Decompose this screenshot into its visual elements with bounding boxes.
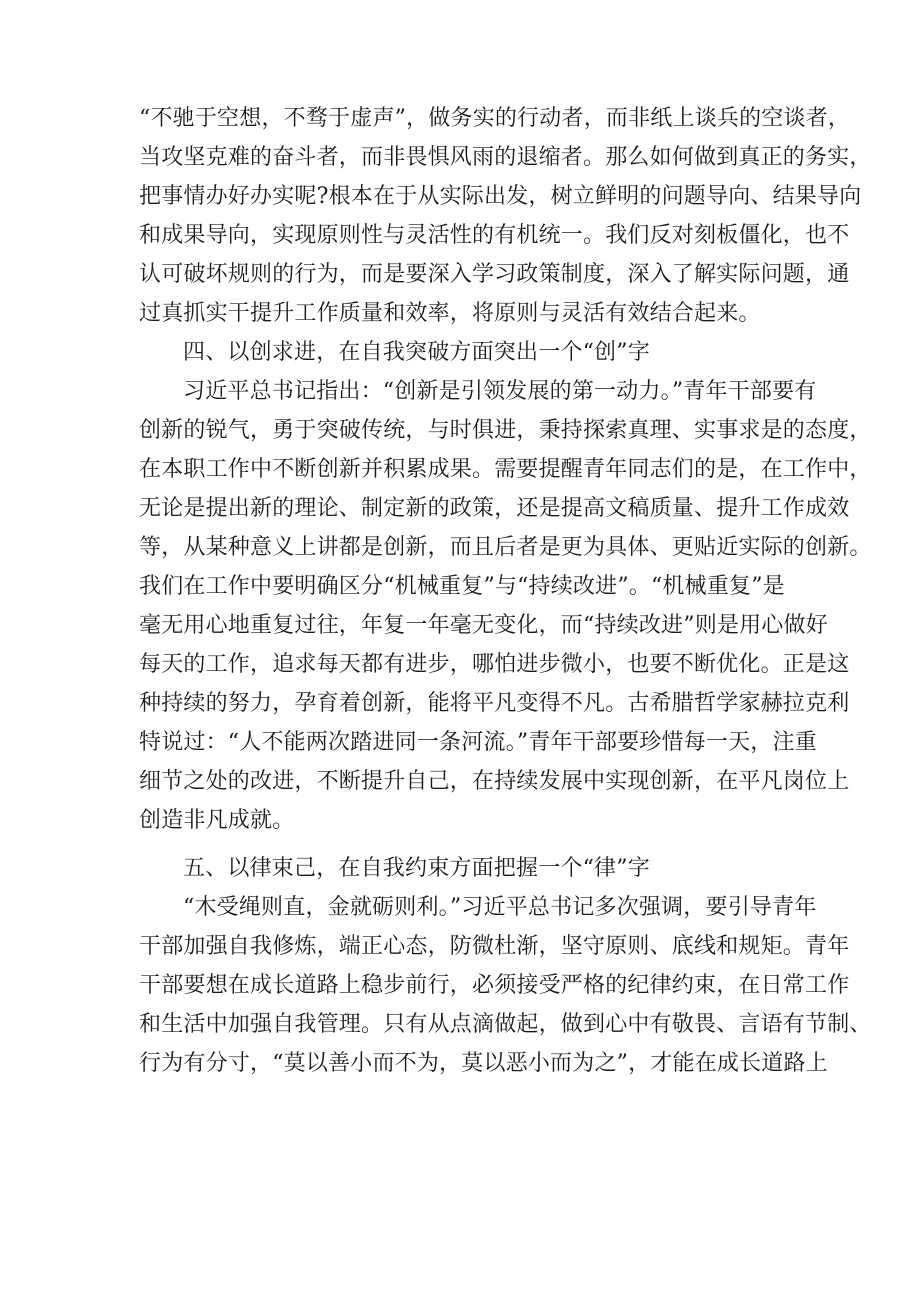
paragraph-line: 干部要想在成长道路上稳步前行，必须接受严格的纪律约束，在日常工作 [139,973,850,998]
paragraph-line: 行为有分寸，“莫以善小而不为，莫以恶小而为之”，才能在成长道路上 [139,1051,828,1076]
paragraph-line: 和生活中加强自我管理。只有从点滴做起，做到心中有敬畏、言语有节制、 [139,1012,872,1037]
paragraph-line: 毫无用心地重复过往，年复一年毫无变化，而“持续改进”则是用心做好 [139,613,828,638]
paragraph-line: 当攻坚克难的奋斗者，而非畏惧风雨的退缩者。那么如何做到真正的务实， [139,145,872,170]
paragraph-line: “木受绳则直，金就砺则利。”习近平总书记多次强调，要引导青年 [183,895,817,920]
paragraph-line: 细节之处的改进，不断提升自己，在持续发展中实现创新，在平凡岗位上 [139,769,850,794]
paragraph-line: 等，从某种意义上讲都是创新，而且后者是更为具体、更贴近实际的创新。 [139,535,872,560]
paragraph-line: 种持续的努力，孕育着创新，能将平凡变得不凡。古希腊哲学家赫拉克利 [139,691,850,716]
paragraph-line: 把事情办好办实呢?根本在于从实际出发，树立鲜明的问题导向、结果导向 [139,184,862,209]
paragraph-line: 习近平总书记指出：“创新是引领发展的第一动力。”青年干部要有 [183,379,817,404]
paragraph-line: 创造非凡成就。 [139,808,295,833]
paragraph-line: 我们在工作中要明确区分“机械重复”与“持续改进”。“机械重复”是 [139,574,785,599]
section-heading-5: 五、以律束己，在自我约束方面把握一个“律”字 [183,856,650,881]
paragraph-line: 认可破坏规则的行为，而是要深入学习政策制度，深入了解实际问题，通 [139,262,850,287]
section-heading-4: 四、以创求进，在自我突破方面突出一个“创”字 [183,340,650,365]
paragraph-line: 每天的工作，追求每天都有进步，哪怕进步微小，也要不断优化。正是这 [139,652,850,677]
paragraph-line: 创新的锐气，勇于突破传统，与时俱进，秉持探索真理、实事求是的态度， [139,418,872,443]
paragraph-line: 和成果导向，实现原则性与灵活性的有机统一。我们反对刻板僵化，也不 [139,223,850,248]
paragraph-line: 特说过：“人不能两次踏进同一条河流。”青年干部要珍惜每一天，注重 [139,730,817,755]
paragraph-line: 过真抓实干提升工作质量和效率，将原则与灵活有效结合起来。 [139,301,761,326]
paragraph-line: “不驰于空想，不骛于虚声”，做务实的行动者，而非纸上谈兵的空谈者， [139,106,851,131]
paragraph-line: 在本职工作中不断创新并积累成果。需要提醒青年同志们的是，在工作中， [139,457,872,482]
paragraph-line: 干部加强自我修炼，端正心态，防微杜渐，坚守原则、底线和规矩。青年 [139,934,850,959]
paragraph-line: 无论是提出新的理论、制定新的政策，还是提高文稿质量、提升工作成效 [139,496,850,521]
